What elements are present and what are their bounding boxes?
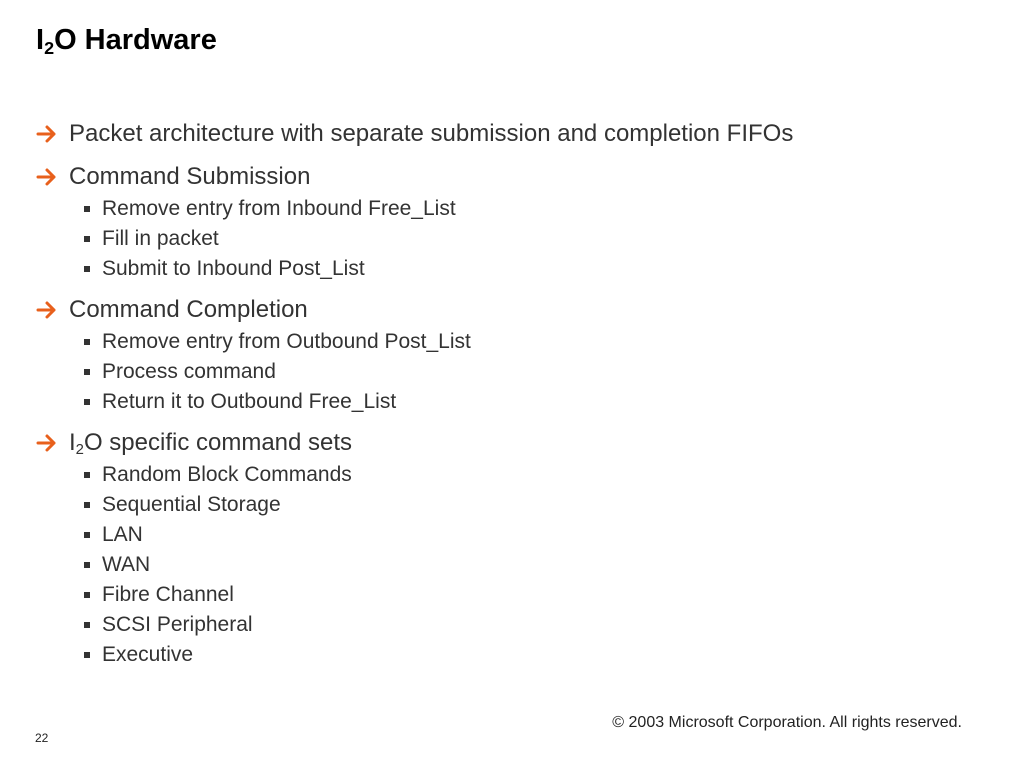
arrow-right-icon: [36, 167, 58, 187]
square-bullet-icon: [84, 592, 90, 598]
bullet-item: [36, 160, 996, 194]
square-bullet-icon: [84, 562, 90, 568]
bullet-item: [36, 117, 996, 151]
sub-bullet-item: [36, 254, 996, 284]
bullet-list: [36, 117, 996, 670]
slide-title: $I_2O$ Hardware: [36, 24, 217, 59]
square-bullet-icon: [84, 399, 90, 405]
sub-bullet-text: LAN: [102, 523, 143, 546]
arrow-right-icon: [36, 124, 58, 144]
sub-bullet-text: Fibre Channel: [102, 583, 234, 606]
square-bullet-icon: [84, 236, 90, 242]
square-bullet-icon: [84, 652, 90, 658]
sub-bullet-item: [36, 387, 996, 417]
sub-bullet-text: Return it to Outbound Free_List: [102, 390, 397, 413]
sub-bullet-text: Random Block Commands: [102, 463, 352, 486]
square-bullet-icon: [84, 472, 90, 478]
sub-bullet-text: Submit to Inbound Post_List: [102, 257, 365, 280]
bullet-item: [36, 293, 996, 327]
square-bullet-icon: [84, 369, 90, 375]
square-bullet-icon: [84, 502, 90, 508]
sub-bullet-item: [36, 640, 996, 670]
square-bullet-icon: [84, 532, 90, 538]
sub-bullet-item: [36, 580, 996, 610]
sub-bullet-text: Process command: [102, 360, 276, 383]
sub-bullet-text: WAN: [102, 553, 151, 576]
sub-bullet-item: [36, 460, 996, 490]
square-bullet-icon: [84, 622, 90, 628]
bullet-text: Command Submission: [69, 163, 311, 190]
sub-bullet-text: Fill in packet: [102, 227, 219, 250]
sub-bullet-item: [36, 550, 996, 580]
sub-bullet-item: [36, 327, 996, 357]
sub-bullet-item: [36, 610, 996, 640]
sub-bullet-text: Sequential Storage: [102, 493, 281, 516]
sub-bullet-text: Remove entry from Inbound Free_List: [102, 197, 456, 220]
square-bullet-icon: [84, 266, 90, 272]
copyright-notice: © 2003 Microsoft Corporation. All rights reserved.: [612, 714, 962, 731]
bullet-text: $I_2O$ specific command sets: [69, 429, 353, 459]
bullet-text: Packet architecture with separate submission and completion FIFOs: [69, 120, 794, 147]
bullet-item: [36, 426, 996, 460]
sub-bullet-item: [36, 520, 996, 550]
sub-bullet-text: Remove entry from Outbound Post_List: [102, 330, 471, 353]
arrow-right-icon: [36, 433, 58, 453]
square-bullet-icon: [84, 206, 90, 212]
square-bullet-icon: [84, 339, 90, 345]
bullet-text: Command Completion: [69, 296, 308, 323]
arrow-right-icon: [36, 300, 58, 320]
sub-bullet-item: [36, 490, 996, 520]
sub-bullet-item: [36, 357, 996, 387]
sub-bullet-item: [36, 194, 996, 224]
sub-bullet-text: SCSI Peripheral: [102, 613, 253, 636]
sub-bullet-text: Executive: [102, 643, 194, 666]
page-number: 22: [35, 731, 49, 745]
sub-bullet-item: [36, 224, 996, 254]
